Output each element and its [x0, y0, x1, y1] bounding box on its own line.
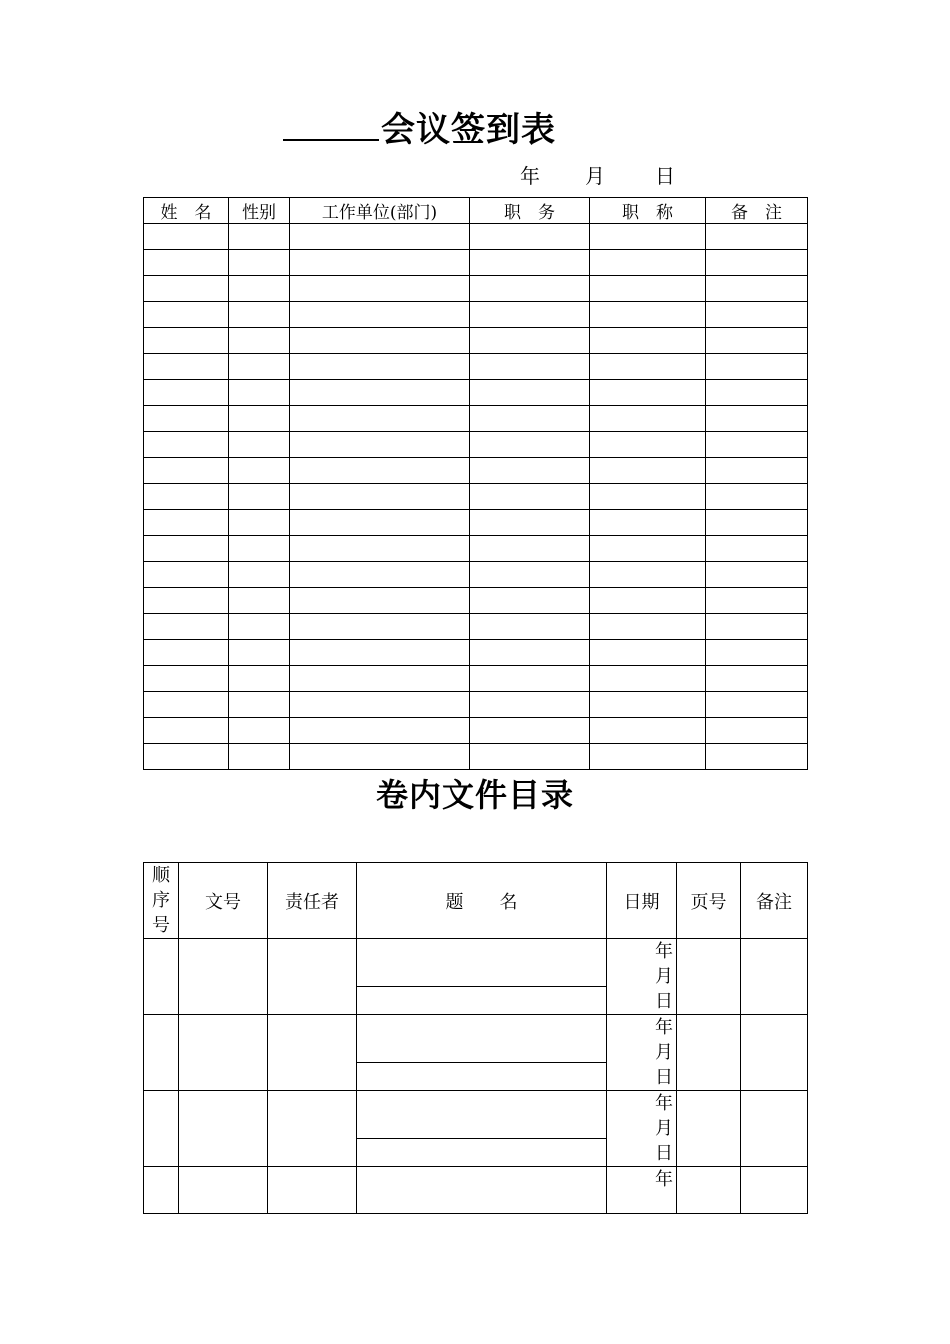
- sign-in-row: [144, 614, 808, 640]
- cell-responsible[interactable]: [268, 1091, 357, 1167]
- cell-gender[interactable]: [229, 224, 290, 250]
- cell-remarks[interactable]: [706, 666, 808, 692]
- cell-note[interactable]: [741, 1015, 808, 1091]
- cell-gender[interactable]: [229, 432, 290, 458]
- cell-work-unit[interactable]: [290, 302, 470, 328]
- cell-name[interactable]: [144, 458, 229, 484]
- cell-remarks[interactable]: [706, 562, 808, 588]
- cell-work-unit[interactable]: [290, 562, 470, 588]
- directory-row: [144, 939, 808, 987]
- cell-position[interactable]: [470, 562, 590, 588]
- cell-responsible[interactable]: [268, 1015, 357, 1091]
- sign-in-row: [144, 666, 808, 692]
- cell-subject-line-1[interactable]: [357, 939, 607, 987]
- cell-remarks[interactable]: [706, 588, 808, 614]
- cell-subject-line-2[interactable]: [357, 1062, 607, 1090]
- cell-subject-line-2[interactable]: [357, 986, 607, 1014]
- cell-title[interactable]: [590, 588, 706, 614]
- cell-name[interactable]: [144, 718, 229, 744]
- cell-position[interactable]: [470, 458, 590, 484]
- cell-title[interactable]: [590, 536, 706, 562]
- cell-work-unit[interactable]: [290, 250, 470, 276]
- sign-in-title-text: 会议签到表: [381, 110, 556, 150]
- cell-title[interactable]: [590, 510, 706, 536]
- cell-remarks[interactable]: [706, 692, 808, 718]
- date-day-label: 日: [655, 1143, 673, 1164]
- cell-work-unit[interactable]: [290, 458, 470, 484]
- header-seq: [144, 863, 179, 939]
- sign-in-table: [143, 197, 808, 770]
- cell-title[interactable]: [590, 406, 706, 432]
- directory-row: [144, 1167, 808, 1214]
- cell-name[interactable]: [144, 276, 229, 302]
- sign-in-row: [144, 458, 808, 484]
- cell-doc-no[interactable]: [179, 939, 268, 1015]
- cell-title[interactable]: [590, 640, 706, 666]
- cell-remarks[interactable]: [706, 302, 808, 328]
- cell-position[interactable]: [470, 692, 590, 718]
- cell-date[interactable]: [607, 1091, 677, 1167]
- cell-date[interactable]: [607, 1167, 677, 1214]
- header-responsible: 责任者: [268, 863, 357, 939]
- cell-work-unit[interactable]: [290, 484, 470, 510]
- cell-name[interactable]: [144, 640, 229, 666]
- cell-subject[interactable]: [357, 1167, 607, 1214]
- cell-name[interactable]: [144, 328, 229, 354]
- directory-row: [144, 1015, 808, 1063]
- meeting-name-blank[interactable]: [283, 109, 379, 141]
- cell-position[interactable]: [470, 328, 590, 354]
- cell-work-unit[interactable]: [290, 380, 470, 406]
- cell-remarks[interactable]: [706, 536, 808, 562]
- cell-position[interactable]: [470, 224, 590, 250]
- cell-position[interactable]: [470, 510, 590, 536]
- cell-subject-line-2[interactable]: [357, 1138, 607, 1166]
- cell-work-unit[interactable]: [290, 406, 470, 432]
- cell-gender[interactable]: [229, 302, 290, 328]
- header-name: 姓 名: [144, 198, 229, 224]
- cell-position[interactable]: [470, 744, 590, 770]
- cell-name[interactable]: [144, 432, 229, 458]
- cell-seq[interactable]: [144, 1015, 179, 1091]
- cell-remarks[interactable]: [706, 354, 808, 380]
- cell-work-unit[interactable]: [290, 224, 470, 250]
- sign-in-row: [144, 484, 808, 510]
- cell-title[interactable]: [590, 484, 706, 510]
- header-seq-3: 号: [152, 915, 170, 936]
- cell-title[interactable]: [590, 744, 706, 770]
- sign-in-body: [144, 224, 808, 770]
- cell-gender[interactable]: [229, 640, 290, 666]
- cell-position[interactable]: [470, 640, 590, 666]
- cell-name[interactable]: [144, 744, 229, 770]
- cell-date[interactable]: [607, 1015, 677, 1091]
- cell-work-unit[interactable]: [290, 510, 470, 536]
- sign-in-row: [144, 510, 808, 536]
- sign-in-row: [144, 328, 808, 354]
- cell-page[interactable]: [677, 939, 741, 1015]
- sign-in-row: [144, 692, 808, 718]
- cell-title[interactable]: [590, 458, 706, 484]
- header-subject: 题 名: [357, 863, 607, 939]
- cell-seq[interactable]: [144, 1167, 179, 1214]
- cell-title[interactable]: [590, 380, 706, 406]
- cell-gender[interactable]: [229, 250, 290, 276]
- cell-position[interactable]: [470, 614, 590, 640]
- sign-in-row: [144, 224, 808, 250]
- date-year: 年: [520, 164, 540, 188]
- cell-title[interactable]: [590, 302, 706, 328]
- cell-remarks[interactable]: [706, 614, 808, 640]
- cell-title[interactable]: [590, 354, 706, 380]
- cell-position[interactable]: [470, 718, 590, 744]
- cell-gender[interactable]: [229, 614, 290, 640]
- cell-position[interactable]: [470, 536, 590, 562]
- cell-title[interactable]: [590, 562, 706, 588]
- cell-note[interactable]: [741, 939, 808, 1015]
- cell-name[interactable]: [144, 250, 229, 276]
- cell-title[interactable]: [590, 666, 706, 692]
- date-day: 日: [655, 164, 675, 188]
- cell-note[interactable]: [741, 1167, 808, 1214]
- header-note: 备注: [741, 863, 808, 939]
- cell-gender[interactable]: [229, 562, 290, 588]
- cell-name[interactable]: [144, 666, 229, 692]
- cell-seq[interactable]: [144, 939, 179, 1015]
- sign-in-row: [144, 562, 808, 588]
- cell-name[interactable]: [144, 302, 229, 328]
- cell-date[interactable]: [607, 939, 677, 1015]
- cell-gender[interactable]: [229, 666, 290, 692]
- sign-in-row: [144, 276, 808, 302]
- cell-remarks[interactable]: [706, 432, 808, 458]
- cell-gender[interactable]: [229, 458, 290, 484]
- cell-work-unit[interactable]: [290, 432, 470, 458]
- cell-page[interactable]: [677, 1091, 741, 1167]
- cell-work-unit[interactable]: [290, 328, 470, 354]
- cell-position[interactable]: [470, 380, 590, 406]
- cell-remarks[interactable]: [706, 744, 808, 770]
- cell-gender[interactable]: [229, 718, 290, 744]
- cell-name[interactable]: [144, 536, 229, 562]
- header-seq-2: 序: [152, 890, 170, 911]
- cell-title[interactable]: [590, 432, 706, 458]
- sign-in-row: [144, 354, 808, 380]
- cell-title[interactable]: [590, 276, 706, 302]
- cell-gender[interactable]: [229, 276, 290, 302]
- cell-work-unit[interactable]: [290, 666, 470, 692]
- date-year-label: 年: [655, 1093, 673, 1114]
- cell-work-unit[interactable]: [290, 640, 470, 666]
- cell-work-unit[interactable]: [290, 692, 470, 718]
- date-month-label: 月: [655, 966, 673, 987]
- header-position: 职 务: [470, 198, 590, 224]
- cell-remarks[interactable]: [706, 458, 808, 484]
- cell-gender[interactable]: [229, 744, 290, 770]
- sign-in-row: [144, 250, 808, 276]
- cell-gender[interactable]: [229, 406, 290, 432]
- cell-work-unit[interactable]: [290, 276, 470, 302]
- cell-responsible[interactable]: [268, 1167, 357, 1214]
- cell-page[interactable]: [677, 1167, 741, 1214]
- cell-gender[interactable]: [229, 536, 290, 562]
- cell-seq[interactable]: [144, 1091, 179, 1167]
- cell-title[interactable]: [590, 250, 706, 276]
- sign-in-row: [144, 432, 808, 458]
- sign-in-row: [144, 718, 808, 744]
- cell-work-unit[interactable]: [290, 588, 470, 614]
- cell-doc-no[interactable]: [179, 1015, 268, 1091]
- header-date: 日期: [607, 863, 677, 939]
- cell-subject-line-1[interactable]: [357, 1091, 607, 1139]
- cell-note[interactable]: [741, 1091, 808, 1167]
- cell-remarks[interactable]: [706, 328, 808, 354]
- cell-position[interactable]: [470, 666, 590, 692]
- cell-position[interactable]: [470, 588, 590, 614]
- directory-header-row: [144, 863, 808, 939]
- cell-gender[interactable]: [229, 354, 290, 380]
- sign-in-row: [144, 302, 808, 328]
- header-gender: 性别: [229, 198, 290, 224]
- cell-work-unit[interactable]: [290, 614, 470, 640]
- sign-in-row: [144, 588, 808, 614]
- cell-remarks[interactable]: [706, 484, 808, 510]
- cell-position[interactable]: [470, 484, 590, 510]
- directory-row: [144, 1091, 808, 1139]
- header-remarks: 备 注: [706, 198, 808, 224]
- cell-name[interactable]: [144, 588, 229, 614]
- date-year-label: 年: [655, 1169, 673, 1190]
- cell-remarks[interactable]: [706, 640, 808, 666]
- cell-work-unit[interactable]: [290, 354, 470, 380]
- cell-gender[interactable]: [229, 510, 290, 536]
- cell-responsible[interactable]: [268, 939, 357, 1015]
- cell-name[interactable]: [144, 406, 229, 432]
- cell-doc-no[interactable]: [179, 1091, 268, 1167]
- header-doc-no: 文号: [179, 863, 268, 939]
- cell-name[interactable]: [144, 510, 229, 536]
- header-title: 职 称: [590, 198, 706, 224]
- date-year-label: 年: [655, 1017, 673, 1038]
- cell-remarks[interactable]: [706, 276, 808, 302]
- date-day-label: 日: [655, 1067, 673, 1088]
- cell-remarks[interactable]: [706, 406, 808, 432]
- cell-remarks[interactable]: [706, 250, 808, 276]
- sign-in-row: [144, 536, 808, 562]
- sign-in-header-row: [144, 198, 808, 224]
- cell-name[interactable]: [144, 380, 229, 406]
- cell-work-unit[interactable]: [290, 718, 470, 744]
- cell-work-unit[interactable]: [290, 536, 470, 562]
- cell-gender[interactable]: [229, 588, 290, 614]
- sign-in-row: [144, 744, 808, 770]
- cell-name[interactable]: [144, 692, 229, 718]
- cell-page[interactable]: [677, 1015, 741, 1091]
- cell-position[interactable]: [470, 354, 590, 380]
- cell-gender[interactable]: [229, 484, 290, 510]
- cell-gender[interactable]: [229, 692, 290, 718]
- cell-remarks[interactable]: [706, 380, 808, 406]
- cell-position[interactable]: [470, 276, 590, 302]
- cell-title[interactable]: [590, 614, 706, 640]
- sign-in-title: [283, 102, 556, 151]
- header-page: 页号: [677, 863, 741, 939]
- cell-remarks[interactable]: [706, 718, 808, 744]
- cell-name[interactable]: [144, 224, 229, 250]
- cell-name[interactable]: [144, 484, 229, 510]
- cell-work-unit[interactable]: [290, 744, 470, 770]
- directory-table: [143, 862, 808, 1214]
- date-month-label: 月: [655, 1118, 673, 1139]
- sign-in-row: [144, 406, 808, 432]
- cell-name[interactable]: [144, 562, 229, 588]
- cell-title[interactable]: [590, 718, 706, 744]
- date-day-label: 日: [655, 991, 673, 1012]
- directory-title: 卷内文件目录: [375, 776, 574, 814]
- date-year-label: 年: [655, 941, 673, 962]
- cell-title[interactable]: [590, 692, 706, 718]
- cell-gender[interactable]: [229, 380, 290, 406]
- cell-name[interactable]: [144, 354, 229, 380]
- cell-remarks[interactable]: [706, 224, 808, 250]
- cell-position[interactable]: [470, 302, 590, 328]
- sign-in-date: [500, 160, 700, 189]
- cell-name[interactable]: [144, 614, 229, 640]
- date-month-label: 月: [655, 1042, 673, 1063]
- cell-title[interactable]: [590, 328, 706, 354]
- sign-in-row: [144, 380, 808, 406]
- cell-position[interactable]: [470, 406, 590, 432]
- cell-gender[interactable]: [229, 328, 290, 354]
- cell-title[interactable]: [590, 224, 706, 250]
- cell-position[interactable]: [470, 432, 590, 458]
- sign-in-row: [144, 640, 808, 666]
- cell-remarks[interactable]: [706, 510, 808, 536]
- cell-doc-no[interactable]: [179, 1167, 268, 1214]
- date-month: 月: [585, 164, 605, 188]
- cell-subject-line-1[interactable]: [357, 1015, 607, 1063]
- cell-position[interactable]: [470, 250, 590, 276]
- header-seq-1: 顺: [152, 865, 170, 886]
- header-work-unit: 工作单位(部门): [290, 198, 470, 224]
